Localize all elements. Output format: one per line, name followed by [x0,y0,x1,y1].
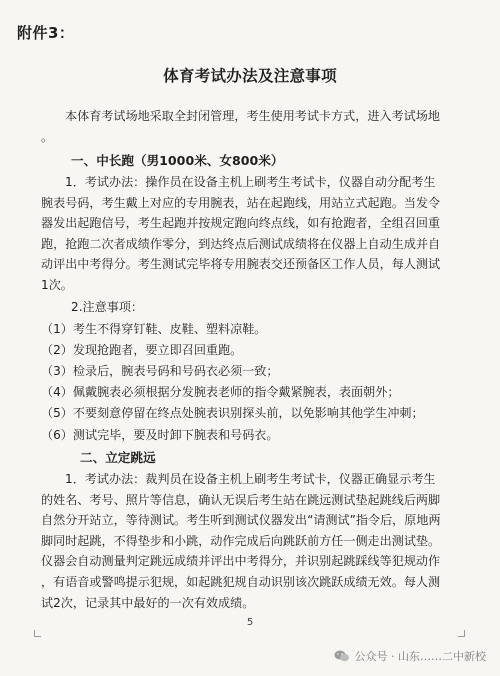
note-item-2: （2）发现抢跑者，要立即召回重跑。 [41,343,243,357]
wechat-icon [334,649,350,663]
page-number: 5 [246,617,254,628]
notes-heading: 2.注意事项： [71,300,144,314]
attachment-label: 附件3： [17,24,75,42]
section2-method-paragraph: 1．考试办法：裁判员在设备主机上刷考生考试卡，仪器正确显示考生 的姓名、考号、照片等信息，确认无误后考生站在跳远测试垫起跳线后两脚 自然分开站立，等待测试。考生听到测试仪器发出“请测试”指令后，原地两 脚同时起跳，不得垫步和小跳，动作完成后向跳跃前方任一侧走出测试垫。 仪器会自动测量判定跳远成绩并评出中考得分，并识别起跳踩线等犯规动作 ，有语音或警鸣提示犯规，如起跳犯规自动识别该次跳跃成绩无效。每人测 试2次，记录其中最好的一次有效成绩。 [41,472,441,610]
note-item-5: （5）不要刻意停留在终点处腕表识别探头前，以免影响其他学生冲刺； [41,406,424,420]
crop-mark-left [34,630,41,637]
section2-heading: 二、立定跳远 [80,450,156,465]
watermark [334,648,487,664]
note-item-4: （4）佩戴腕表必须根据分发腕表老师的指令戴紧腕表，表面朝外； [41,385,400,399]
section1-heading: 一、中长跑（男1000米、女800米） [71,153,284,168]
note-item-3: （3）检录后，腕表号码和号码衣必须一致； [41,364,279,378]
crop-mark-right [458,630,465,637]
section1-method-paragraph: 1．考试办法：操作员在设备主机上刷考生考试卡，仪器自动分配考生 腕表号码，考生戴上对应的专用腕表，站在起跑线，用站立式起跑。当发令 器发出起跑信号，考生起跑并按规定跑向终点线，如有抢跑者，全组召回重 跑，抢跑二次者成绩作零分，到达终点后测试成绩将在仪器上自动生成并自 动评出中考得分。考生测试完毕将专用腕表交还预备区工作人员，每人测试 1次。 [41,175,441,292]
note-item-6: （6）测试完毕，要及时卸下腕表和号码衣。 [41,428,279,442]
note-item-1: （1）考生不得穿钉鞋、皮鞋、塑料凉鞋。 [41,322,267,336]
page-title: 体育考试办法及注意事项 [163,67,337,85]
watermark-text: 公众号 · 山东……二中新校 [354,650,486,663]
intro-paragraph: 本体育考试场地采取全封闭管理，考生使用考试卡方式，进入考试场地 。 [41,109,440,144]
